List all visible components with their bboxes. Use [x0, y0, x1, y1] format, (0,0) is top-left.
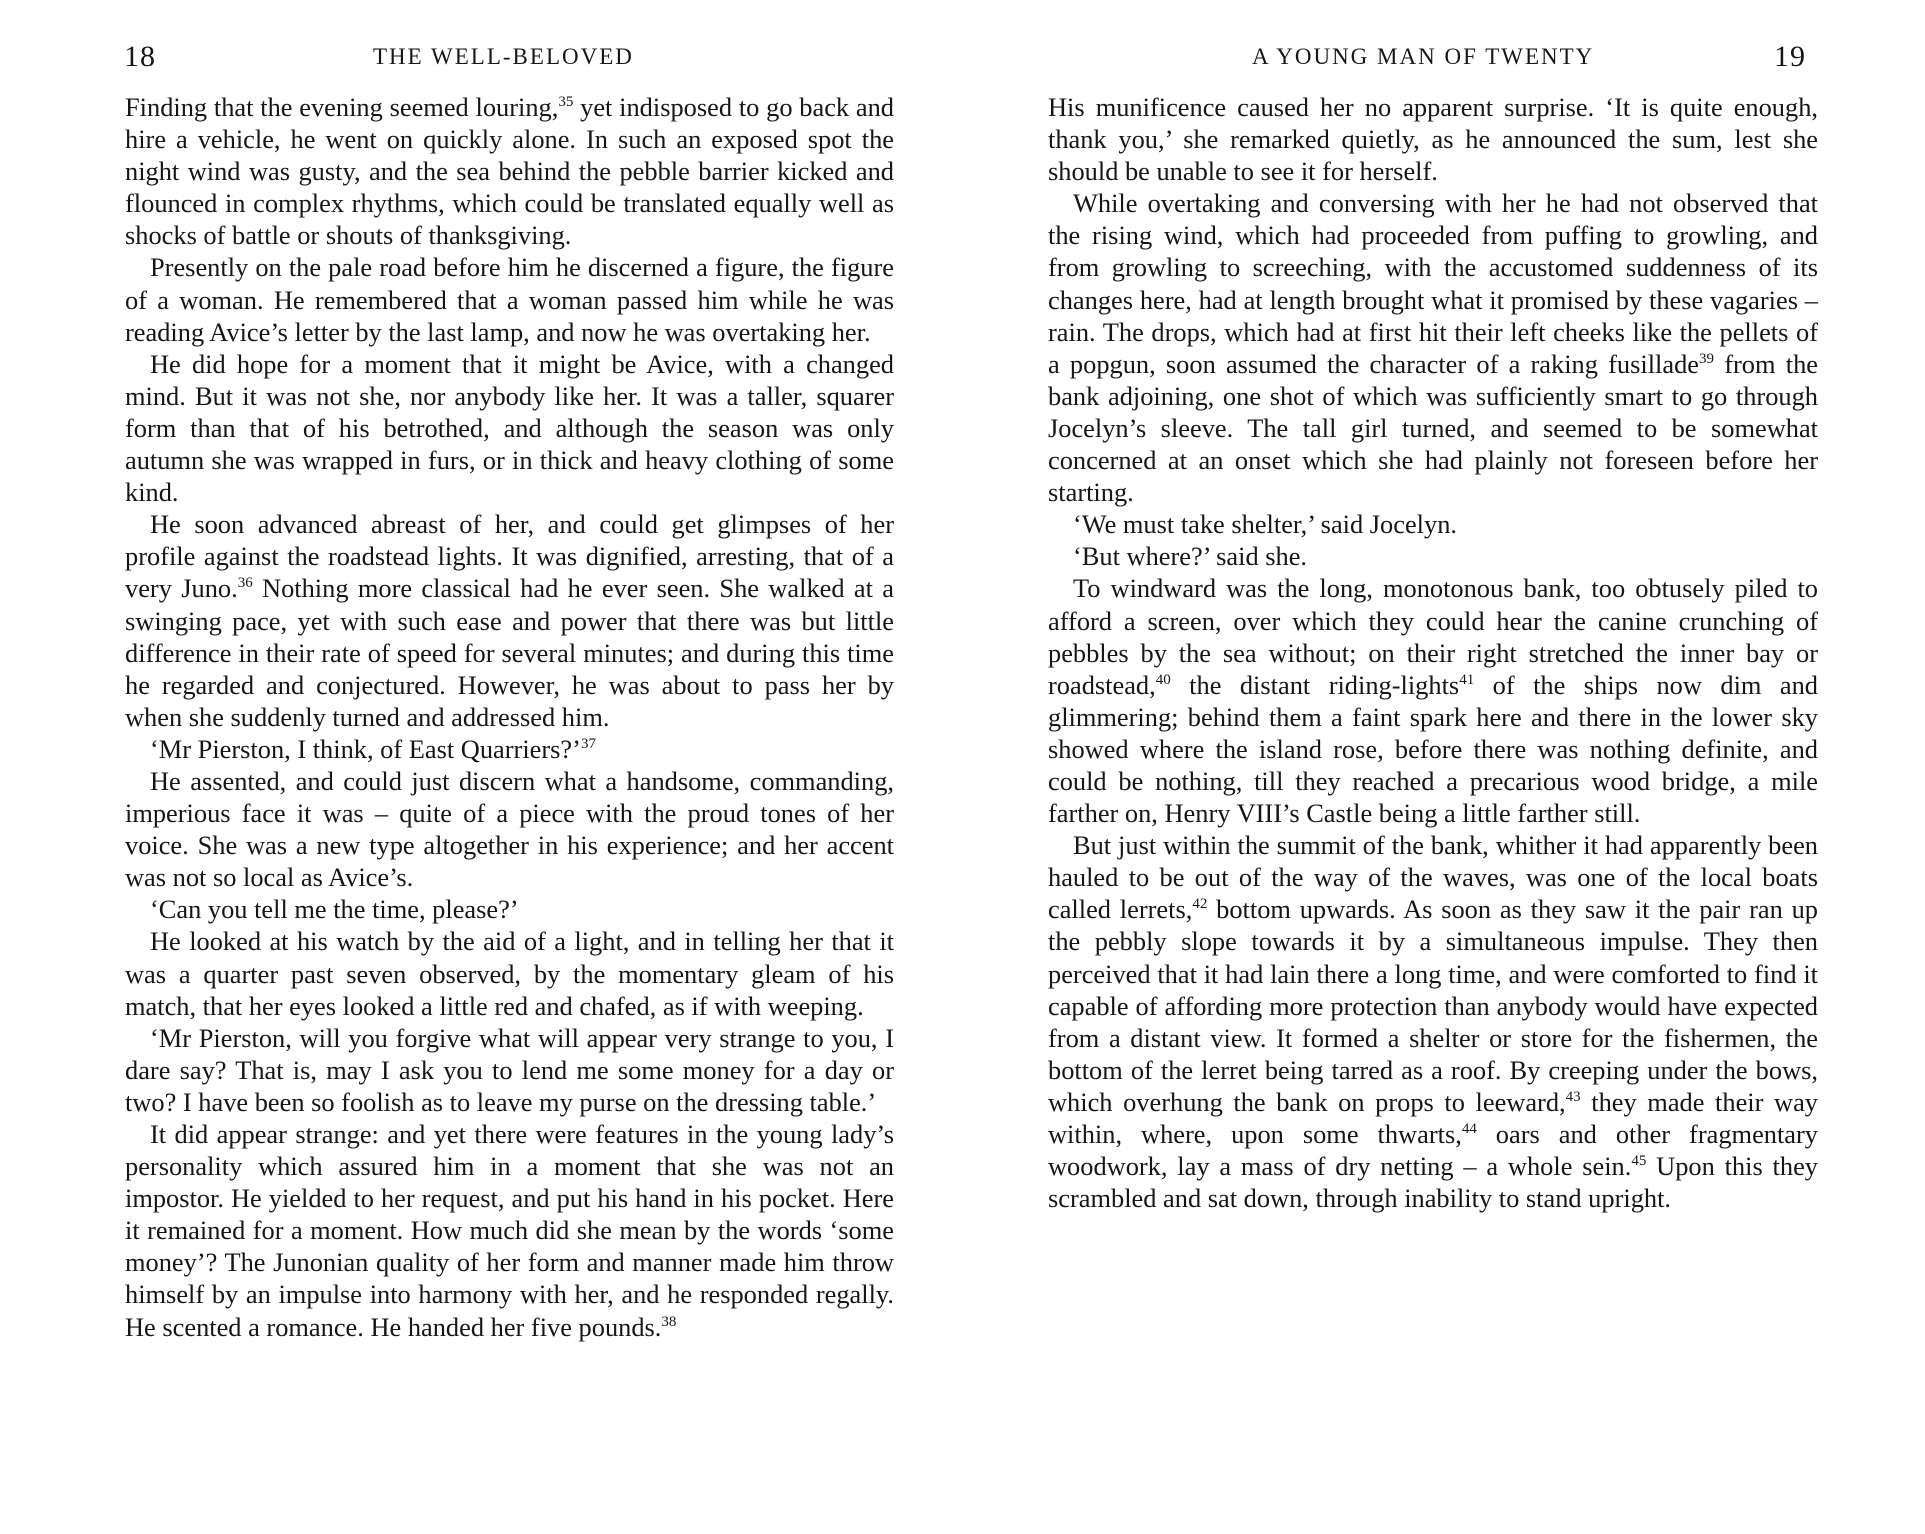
paragraph — [125, 925, 894, 1021]
text-run: the distant riding-lights — [1170, 669, 1460, 700]
text-run: oars and other fragmentary woodwork, lay a mass of dry netting – a whole sein. — [1048, 1119, 1819, 1182]
paragraph — [1048, 508, 1818, 540]
left-page — [0, 0, 962, 1534]
text-run: ‘But where?’ said she. — [1073, 541, 1308, 572]
footnote-ref: 36 — [237, 575, 253, 592]
footnote-ref: 43 — [1565, 1089, 1581, 1106]
page-number: 19 — [1774, 40, 1806, 73]
paragraph — [125, 765, 894, 893]
footnote-ref: 41 — [1459, 671, 1475, 688]
text-run: He did hope for a moment that it might be Avice, with a changed mind. But it was not she, nor anybody like her. It was a taller, squarer form than that of his betrothed, and although the season was only autumn she was wrapped in furs, or in thick and heavy clothing of some kind. — [125, 348, 894, 508]
footnote-ref: 44 — [1461, 1121, 1477, 1138]
text-run: Presently on the pale road before him he discerned a figure, the figure of a woman. He remembered that a woman passed him while he was reading Avice’s letter by the last lamp, and now he was overtaking her. — [125, 252, 894, 347]
footnote-ref: 40 — [1155, 671, 1171, 688]
text-run: Nothing more classical had he ever seen. She walked at a swinging pace, yet with such ease and power that there was but little difference in their rate of speed for several minutes; and during this time he regarded and conjectured. However, he was about to pass her by when she suddenly turned and addressed him. — [125, 573, 894, 732]
paragraph — [125, 893, 894, 925]
text-run: While overtaking and conversing with her he had not observed that the rising wind, which had proceeded from puffing to growling, and from growling to screeching, with the accustomed suddenness of its changes here, had at length brought what it promised by these vagaries – rain. The drops, which had at first hit their left cheeks like the pellets of a popgun, soon assumed the character of a raking fusillade — [1048, 188, 1818, 379]
footnote-ref: 38 — [661, 1313, 677, 1330]
footnote-ref: 37 — [580, 736, 596, 753]
paragraph — [125, 1118, 894, 1343]
text-run: Finding that the evening seemed louring, — [125, 92, 559, 122]
footnote-ref: 45 — [1631, 1153, 1647, 1170]
text-run: of the ships now dim and glimmering; behind them a faint spark here and there in the lower sky showed where the island rose, before there was nothing definite, and could be nothing, till they reached a precarious wood bridge, a mile farther on, Henry VIII’s Castle being a little farther still. — [1048, 669, 1819, 829]
text-run: Upon this they scrambled and sat down, through inability to stand upright. — [1048, 1151, 1818, 1214]
paragraph — [125, 508, 894, 733]
page-number: 18 — [124, 40, 156, 73]
paragraph — [1048, 187, 1818, 508]
text-run: But just within the summit of the bank, whither it had apparently been hauled to be out of the way of the waves, was one of the local boats called lerrets, — [1048, 830, 1818, 925]
text-run: He looked at his watch by the aid of a light, and in telling her that it was a quarter past seven observed, by the momentary gleam of his match, that her eyes looked a little red and chafed, as if with weeping. — [125, 926, 894, 1021]
paragraph — [1048, 540, 1818, 572]
running-head: A YOUNG MAN OF TWENTY — [1252, 44, 1595, 69]
paragraph — [125, 251, 894, 347]
paragraph — [1048, 829, 1818, 1214]
text-run: from the bank adjoining, one shot of which was sufficiently smart to go through Jocelyn’s sleeve. The tall girl turned, and seemed to be somewhat concerned at an onset which she had plainly not foreseen before her starting. — [1048, 348, 1818, 508]
text-run: bottom upwards. As soon as they saw it the pair ran up the pebbly slope towards it by a simultaneous impulse. They then perceived that it had lain there a long time, and were comforted to find it capable of affording more protection than anybody would have expected from a distant view. It formed a shelter or store for the fishermen, the bottom of the lerret being tarred as a roof. By creeping under the bows, which overhung the bank on props to leeward, — [1048, 894, 1818, 1117]
body-text — [125, 91, 894, 1343]
text-run: It did appear strange: and yet there were features in the young lady’s personality which assured him in a moment that she was not an impostor. He yielded to her request, and put his hand in his pocket. Here it remained for a moment. How much did she mean by the words ‘some money’? The Junonian quality of her form and manner made him throw himself by an impulse into harmony with her, and he responded regally. He scented a romance. He handed her five pounds. — [125, 1119, 894, 1342]
footnote-ref: 39 — [1699, 350, 1715, 367]
paragraph — [125, 348, 894, 508]
body-text — [1048, 91, 1818, 1214]
paragraph — [125, 91, 894, 251]
text-run: ‘Mr Pierston, I think, of East Quarriers?’ — [150, 733, 581, 764]
paragraph — [125, 1022, 894, 1118]
footnote-ref: 42 — [1192, 896, 1208, 913]
text-run: He soon advanced abreast of her, and could get glimpses of her profile against the roadstead lights. It was dignified, arresting, that of a very Juno. — [125, 509, 894, 604]
text-run: they made their way within, where, upon some thwarts, — [1048, 1086, 1818, 1149]
paragraph — [1048, 91, 1818, 187]
footnote-ref: 35 — [558, 94, 574, 111]
text-run: To windward was the long, monotonous bank, too obtusely piled to afford a screen, over which they could hear the canine crunching of pebbles by the sea without; on their right stretched the inner bay or roadstead, — [1048, 573, 1818, 700]
text-run: ‘Mr Pierston, will you forgive what will appear very strange to you, I dare say? That is, may I ask you to lend me some money for a day or two? I have been so foolish as to leave my purse on the dressing table.’ — [125, 1022, 894, 1117]
text-run: His munificence caused her no apparent surprise. ‘It is quite enough, thank you,’ she remarked quietly, as he announced the sum, lest she should be unable to see it for herself. — [1048, 92, 1818, 187]
text-run: ‘We must take shelter,’ said Jocelyn. — [1073, 509, 1458, 540]
right-page — [962, 0, 1925, 1534]
text-run: ‘Can you tell me the time, please?’ — [150, 894, 519, 925]
text-run: He assented, and could just discern what a handsome, commanding, imperious face it was – quite of a piece with the proud tones of her voice. She was a new type altogether in his experience; and her accent was not so local as Avice’s. — [125, 765, 894, 893]
text-run: yet indisposed to go back and hire a vehicle, he went on quickly alone. In such an exposed spot the night wind was gusty, and the sea behind the pebble barrier kicked and flounced in complex rhythms, which could be translated equally well as shocks of battle or shouts of thanksgiving. — [125, 92, 894, 251]
paragraph — [125, 733, 894, 765]
paragraph — [1048, 572, 1818, 829]
running-head: THE WELL-BELOVED — [373, 44, 634, 69]
